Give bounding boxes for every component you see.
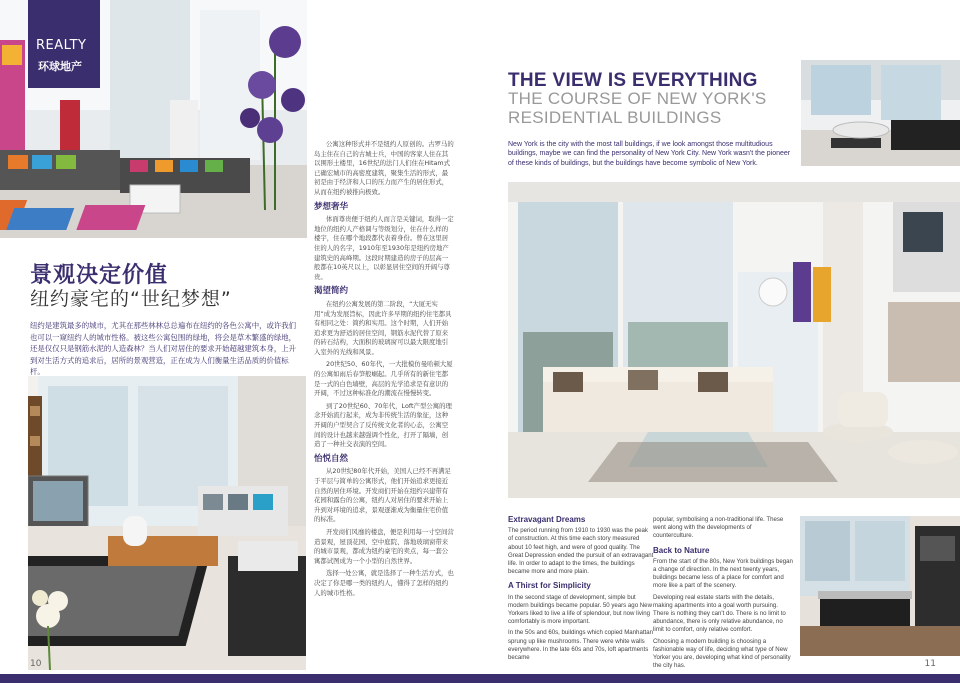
cn-paragraph: 从20世纪80年代开始，美国人已经不再满足于平层与简单的公寓形式，他们开始追求更接近自然的居住环境。开发商们开始在纽约兴建带有花园和露台的公寓，纽约人对居住的要求开始上升到对环境的追求，景观逐渐成为衡量住宅价值的标准。 (314, 467, 451, 524)
headline-cn-line1: 景观决定价值 (30, 263, 169, 288)
main-living-room-photo-art (508, 182, 960, 498)
en-paragraph: popular, symbolising a non-traditional life. These went along with the developments of counterculture. (653, 516, 784, 540)
kitchen-photo (800, 516, 960, 656)
badge-en: REALTY (36, 38, 87, 53)
cn-paragraph: 在纽约公寓发展的第二阶段，“大厦无实用”成为发展旨标，因此许多早期的纽约住宅都具有相同之处：简约和实用。这个时期，人们开始追求更为舒适的居住空间，钢筋水泥代替了原来的砖石结构，大面积的玻璃窗可以最大限度地引入室外的光线和风景。 (314, 299, 452, 356)
living-room-photo-bottom (28, 376, 306, 670)
en-subhead-thirst-for-simplicity: A Thirst for Simplicity (508, 581, 591, 591)
cn-paragraph: 选择一处公寓，就是选择了一种生活方式，也决定了你是哪一类的纽约人，懂得了怎样的纽约人的城市性格。 (314, 569, 454, 597)
cn-paragraph: 到了20世纪60、70年代，Loft产型公寓的理念开始流行起来，成为非传统生活的象征，这种开阔的户型契合了反传统文化者的心态，公寓空间的设计也越来越强调个性化，打开了隔墙，创造了一种社交表演的空间。 (314, 401, 452, 449)
en-paragraph: In the 50s and 60s, buildings which copied Manhattan sprung up like mushrooms. There were white walls everywhere. In the late 60s and 70s, loft apartments became (508, 629, 653, 662)
small-interior-photo-top (801, 60, 960, 166)
article-column-en-1 (508, 516, 654, 665)
page-number-left: 10 (30, 659, 42, 669)
living-room-photo-bottom-art (28, 376, 306, 670)
cn-paragraph: 开发商们风靡的楼盘，便是利用每一寸空间营造景观，屋顶花园、空中庭院、落地玻璃窗带来的城市景观，都成为纽约豪宅的卖点，每一套公寓都试图成为一个小型的自然世界。 (314, 527, 454, 565)
article-column-en-2 (653, 516, 793, 673)
cn-paragraph: 体面尊贵便于纽约人而言是关键词，取得一定地位的纽约人产格调与等级划分，住在什么样的楼宇，住在哪个地段都代表着身份。曾在这里居住的人的名字，1910年至1930年是纽约房地产建筑史的高峰期。这段时期建造的房子的层高一般都在10英尺以上，以彰显居住空间的开阔与尊贵。 (314, 215, 454, 281)
en-subhead-back-to-nature: Back to Nature (653, 545, 710, 555)
cn-paragraph: 公寓这种形式并不是纽约人原创的。古罗马的岛主住在自己的古城士兵，中国的客家人住在其以围形土楼里，16世纪的法门人们住在Hitam式已确宏城市的高密度建筑，聚集生活的形式，最初是由于经济和人口的压力而产生的居住形式，从而在纽约被推向极致。 (314, 140, 454, 196)
en-paragraph: Choosing a modern building is choosing a fashionable way of life, deciding what type of New Yorker you are, developing what kind of personality the city has. (653, 637, 791, 670)
kitchen-photo-art (800, 516, 960, 656)
en-paragraph: In the second stage of development, simple but modern buildings became popular. 50 years ago New Yorkers liked to live a life of splendour, but now living comfortably is more important. (508, 593, 652, 626)
en-subhead-extravagant-dreams: Extravagant Dreams (508, 515, 586, 524)
article-column-cn (314, 140, 454, 601)
badge-cn: 环球地产 (38, 60, 82, 73)
en-paragraph: From the start of the 80s, New York buildings began a change of direction. In the next twenty years, buildings became less of a place for comfort and more like a part of the scenery. (653, 557, 793, 590)
intro-paragraph-en: New York is the city with the most tall buildings, if we look amongst those multitudious buildings, maybe we can find the personality of New York City. New York wasn't the pioneer of these kinds of buildings, but the buildings have become symbolic of New York. (508, 141, 791, 167)
right-bottom-bar (480, 674, 960, 683)
left-bottom-bar (0, 674, 480, 683)
main-living-room-photo (508, 182, 960, 498)
section-badge (28, 0, 100, 88)
right-page (480, 0, 960, 683)
cn-subhead-2: 渴望简约 (314, 286, 349, 297)
cn-subhead-1: 梦想奢华 (314, 201, 349, 212)
title-line-3: RESIDENTIAL BUILDINGS (508, 108, 722, 127)
en-paragraph: Developing real estate starts with the details, making apartments into a goal worth pursuing. There is nothing they can't do. There is no limit to abundance, there is only relative abundance, no limit to comfort, only relative comfort. (653, 593, 786, 634)
title-line-2: THE COURSE OF NEW YORK'S (508, 89, 767, 108)
intro-paragraph-cn: 纽约是建筑最多的城市，尤其在那些林林总总遍布在纽约的各色公寓中，或许我们也可以一窥纽约人的城市性格。被这些公寓包围的绿地，将会是草木繁盛的绿地，还是仅仅只是钢筋水泥的人造森林？当人们对居住的要求开始超越建筑本身，上升到对生活方式的追求后，居所的景观营造，正在成为人们衡量生活品质的价值标杆。 (30, 321, 297, 376)
cn-subhead-3: 怡悦自然 (314, 453, 349, 464)
headline-cn-line2: 纽约豪宅的“世纪梦想” (30, 288, 232, 310)
title-line-1: THE VIEW IS EVERYTHING (508, 70, 758, 91)
cn-paragraph: 20世纪50、60年代，一大批模仿曼哈顿大厦的公寓如雨后春笋般崛起。几乎所有的新住宅都是一式的白色墙壁，高层的光学追求是有意识的开阔，不过这种标准化的潮流在慢慢转变。 (314, 360, 453, 398)
page-number-right: 11 (924, 659, 936, 669)
en-paragraph: The period running from 1910 to 1930 was the peak of construction. At this time each story measured about 10 feet high, and were of good quality. The Great Depression ended the pursuit of an extravagant life. In order to adapt to the times, the buildings became more and more plain. (508, 527, 654, 576)
small-interior-photo-top-art (801, 60, 960, 166)
